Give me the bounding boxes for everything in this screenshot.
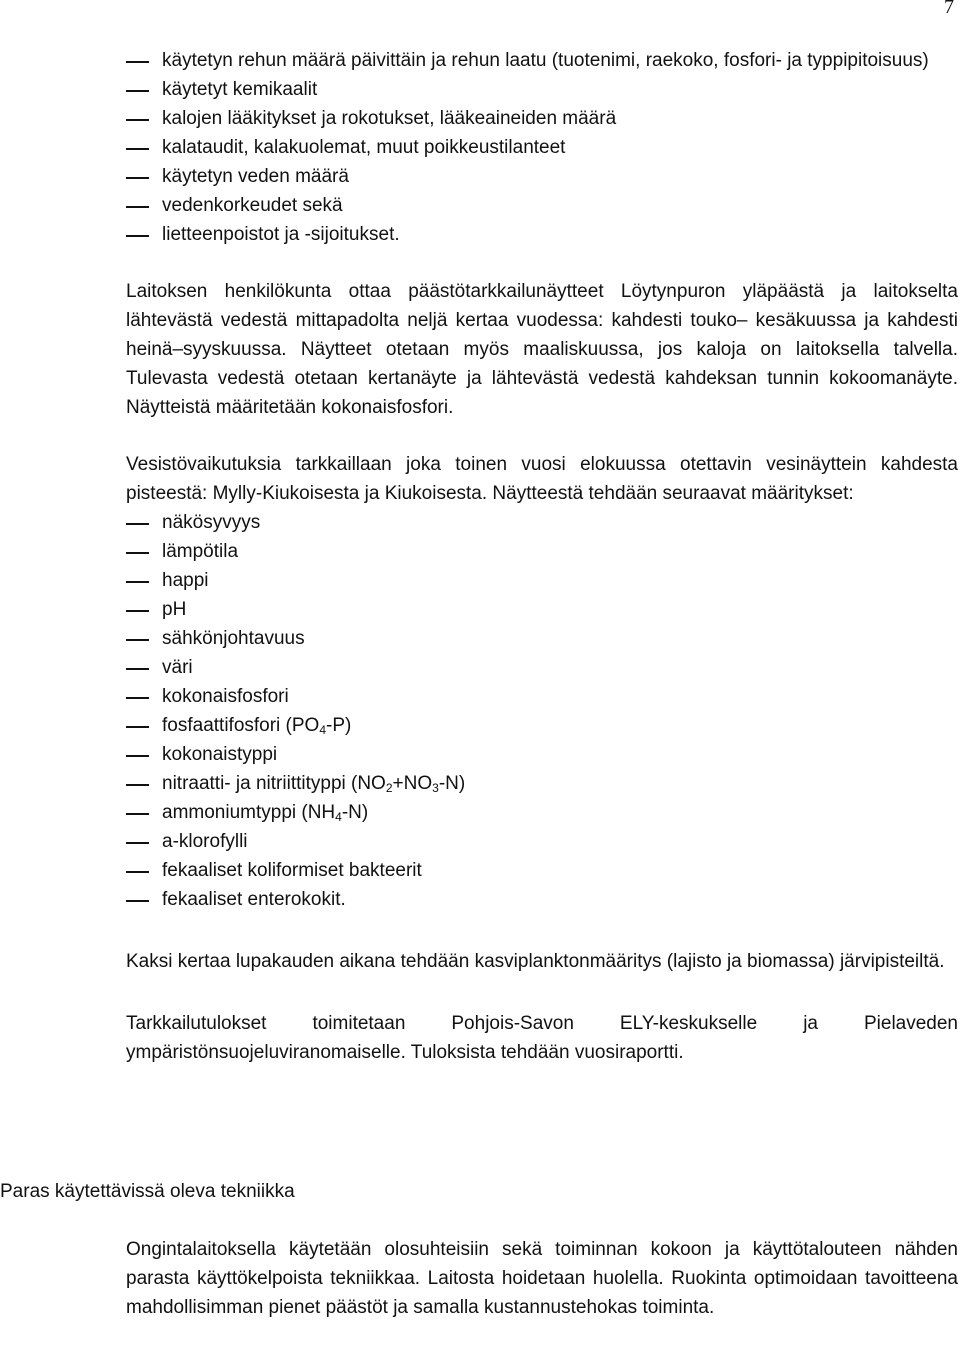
subscript: 4 <box>319 723 327 737</box>
text-fragment: -P) <box>326 715 352 736</box>
list-item: kokonaisfosfori <box>126 682 958 711</box>
list-item: kalojen lääkitykset ja rokotukset, lääkeaineiden määrä <box>126 104 958 133</box>
list-item <box>126 711 958 740</box>
list-item: käytetyn veden määrä <box>126 162 958 191</box>
paragraph-reporting: Tarkkailutulokset toimitetaan Pohjois-Savon ELY-keskukselle ja Pielaveden ympäristönsuojeluviranomaiselle. Tuloksista tehdään vuosiraportti. <box>126 1013 958 1063</box>
bullet-list-determinations <box>126 508 958 914</box>
subscript: 3 <box>432 781 439 795</box>
text-fragment: -N) <box>341 802 369 823</box>
page-number: 7 <box>944 0 954 18</box>
main-content <box>126 46 958 1067</box>
text-fragment: nitraatti- ja nitriittityppi (NO <box>162 773 386 794</box>
list-item: a-klorofylli <box>126 827 958 856</box>
section-body <box>126 1235 958 1322</box>
list-item: lietteenpoistot ja -sijoitukset. <box>126 220 958 249</box>
text-fragment: +NO <box>392 773 433 794</box>
list-item: fekaaliset enterokokit. <box>126 885 958 914</box>
subscript: 2 <box>385 781 393 795</box>
list-item: väri <box>126 653 958 682</box>
list-item <box>126 798 958 827</box>
list-item: kalataudit, kalakuolemat, muut poikkeustilanteet <box>126 133 958 162</box>
bullet-list-records <box>126 46 958 249</box>
list-item <box>126 769 958 798</box>
list-item: näkösyvyys <box>126 508 958 537</box>
text-fragment: -N) <box>438 773 466 794</box>
paragraph-phytoplankton: Kaksi kertaa lupakauden aikana tehdään kasviplanktonmääritys (lajisto ja biomassa) järvipisteiltä. <box>126 951 945 972</box>
list-item: happi <box>126 566 958 595</box>
subscript: 4 <box>335 810 342 824</box>
section-heading: Paras käytettävissä oleva tekniikka <box>0 1181 295 1202</box>
list-item: sähkönjohtavuus <box>126 624 958 653</box>
list-item: vedenkorkeudet sekä <box>126 191 958 220</box>
paragraph-best-technique: Ongintalaitoksella käytetään olosuhteisiin sekä toiminnan kokoon ja käyttötalouteen nähden parasta käyttökelpoista tekniikkaa. Laitosta hoidetaan huolella. Ruokinta optimoidaan tavoitteena mahdollisimman pienet päästöt ja samalla kustannustehokas toiminta. <box>126 1239 958 1318</box>
paragraph-emission-sampling: Laitoksen henkilökunta ottaa päästötarkkailunäytteet Löytynpuron yläpäästä ja laitokselta lähtevästä vedestä mittapadolta neljä kertaa vuodessa: kahdesti touko– kesäkuussa ja kahdesti heinä–syyskuussa. Näytteet otetaan myös maaliskuussa, jos kaloja on laitoksella talvella. Tulevasta vedestä otetaan kertanäyte ja lähtevästä vedestä kahdeksan tunnin kokoomanäyte. Näytteistä määritetään kokonaisfosfori. <box>126 281 958 418</box>
paragraph-water-monitoring: Vesistövaikutuksia tarkkaillaan joka toinen vuosi elokuussa otettavin vesinäyttein kahdesta pisteestä: Mylly-Kiukoisesta ja Kiukoisesta. Näytteestä tehdään seuraavat määritykset: <box>126 454 958 504</box>
list-item: kokonaistyppi <box>126 740 958 769</box>
text-fragment: ammoniumtyppi (NH <box>162 802 336 823</box>
list-item: fekaaliset koliformiset bakteerit <box>126 856 958 885</box>
list-item: lämpötila <box>126 537 958 566</box>
text-fragment: fosfaattifosfori (PO <box>162 715 320 736</box>
list-item: käytetyn rehun määrä päivittäin ja rehun laatu (tuotenimi, raekoko, fosfori- ja typpipitoisuus) <box>126 46 958 75</box>
list-item: pH <box>126 595 958 624</box>
list-item: käytetyt kemikaalit <box>126 75 958 104</box>
